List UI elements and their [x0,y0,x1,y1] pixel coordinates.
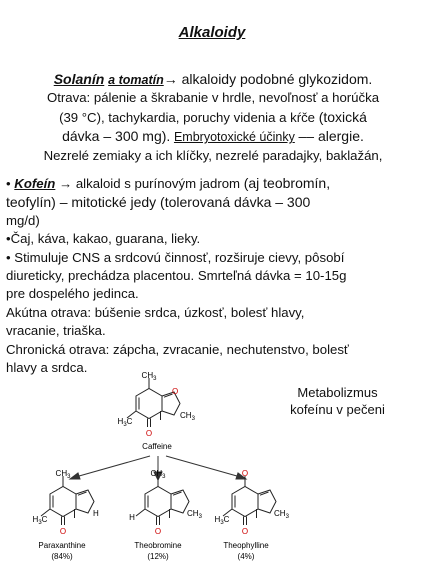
paraxanthine-oxygen: O [59,527,67,536]
svg-text:H3C [215,515,230,526]
caffeine-oxygen-2: O [172,387,179,396]
caffeine-methyl-right-sub: 3 [191,416,195,422]
kofein-intro: → alkaloid s purínovým jadrom [59,176,241,191]
theophylline-structure [215,469,290,561]
caffeine-methyl-top-sub: 3 [153,376,157,382]
metabolism-label-line-1: Metabolizmus [297,385,378,400]
theobromine-h: H [129,513,135,522]
tomatin-term: a tomatín [108,73,164,87]
paraxanthine-structure [33,469,99,561]
svg-text:CH3 [187,509,203,520]
kofein-effects-1: • Stimuluje CNS a srdcovú činnosť, rozširuje cievy, pôsobí [6,249,345,265]
theobromine-oxygen: O [154,527,162,536]
caffeine-oxygen: O [145,429,153,438]
kofein-line-1 [6,174,420,193]
theobromine-methyl-right: CH [187,509,199,518]
theophylline-oxygen-top: O [241,469,249,478]
kofein-intro-big: (aj teobromín, [243,175,331,191]
theophylline-methyl-left-c: C [223,515,230,524]
kofein-line-3: mg/d) [6,212,40,228]
paraxanthine-share: (84%) [51,552,73,561]
kofein-line-2: teofylín) – mitotické jedy (tolerovaná dávka – 300 [6,194,311,211]
svg-text:H3C [33,515,48,526]
caffeine-methyl-left-h: H [117,417,124,426]
solanin-line-2 [6,108,420,127]
svg-text:H3C [118,417,133,428]
paraxanthine-methyl-left-h: H [32,515,39,524]
caffeine-methyl-right [180,411,196,422]
theobromine-methyl-top: CH [150,469,163,478]
theobromine-share: (12%) [147,552,169,561]
theobromine-label: Theobromine [134,541,182,550]
kofein-term: Kofeín [14,176,56,191]
caffeine-structure [118,371,196,451]
solanin-line-2b: (toxická [318,108,367,125]
theophylline-methyl-left-h: H [214,515,221,524]
chronic-poisoning-2: hlavy a srdca. [6,360,88,376]
chronic-poisoning-1: Chronická otrava: zápcha, zvracanie, nechutenstvo, bolesť [6,341,349,357]
caffeine-methyl-right-ch: CH [180,411,192,420]
kofein-effects-3: pre dospelého jedinca. [6,286,139,302]
theophylline-methyl-left-sub: 3 [220,520,224,526]
paraxanthine-methyl-left-sub: 3 [38,520,42,526]
page-title: Alkaloidy [178,24,246,41]
kofein-effects-2: diureticky, prechádza placentou. Smrteľná dávka = 10-15g [6,268,347,284]
caffeine-methyl-top: CH [141,371,154,380]
paraxanthine-methyl-top-sub: 3 [67,474,71,480]
metabolism-label-line-2: kofeínu v pečeni [290,402,385,417]
paraxanthine-methyl-top: CH [55,469,68,478]
svg-text:CH3 [274,509,290,520]
theophylline-oxygen: O [241,527,249,536]
paraxanthine-label: Paraxanthine [38,541,86,550]
solanin-section [6,70,420,165]
caffeine-metabolism-diagram [0,366,424,566]
caffeine-label: Caffeine [142,442,172,451]
solanin-line-3c: –– alergie. [298,128,364,145]
solanin-line-3a: dávka – 300 mg). [62,128,171,145]
kofein-sources: •Čaj, káva, kakao, guarana, lieky. [6,231,201,247]
theophylline-methyl-right-sub: 3 [285,514,289,520]
solanin-heading-rest: → alkaloidy podobné glykozidom. [163,71,373,87]
embryotoxic-effects: Embryotoxické účinky [173,130,295,145]
solanin-line-1: Otrava: pálenie a škrabanie v hrdle, nevoľnosť a horúčka [46,90,380,106]
caffeine-methyl-left-sub: 3 [123,422,127,428]
theophylline-methyl-right: CH [274,509,286,518]
kofein-bullet: • [6,176,11,191]
kofein-section [6,174,420,377]
solanin-line-4: Nezrelé zemiaky a ich klíčky, nezrelé paradajky, baklažán, [43,147,383,163]
acute-poisoning-2: vracanie, triaška. [6,323,106,339]
theobromine-methyl-right-sub: 3 [198,514,202,520]
theophylline-label: Theophylline [223,541,269,550]
theobromine-methyl-top-sub: 3 [162,474,166,480]
paraxanthine-methyl-left-c: C [41,515,48,524]
theophylline-share: (4%) [237,552,255,561]
paraxanthine-h: H [93,509,99,518]
acute-poisoning-1: Akútna otrava: búšenie srdca, úzkosť, bolesť hlavy, [6,304,305,320]
theobromine-structure [129,469,202,561]
solanin-line-2a: (39 °C), tachykardia, poruchy videnia a kŕče [59,109,316,125]
solanin-heading [6,70,420,89]
caffeine-methyl-left-c: C [126,417,133,426]
solanin-line-3 [6,127,420,146]
solanin-term: Solanín [53,71,105,87]
